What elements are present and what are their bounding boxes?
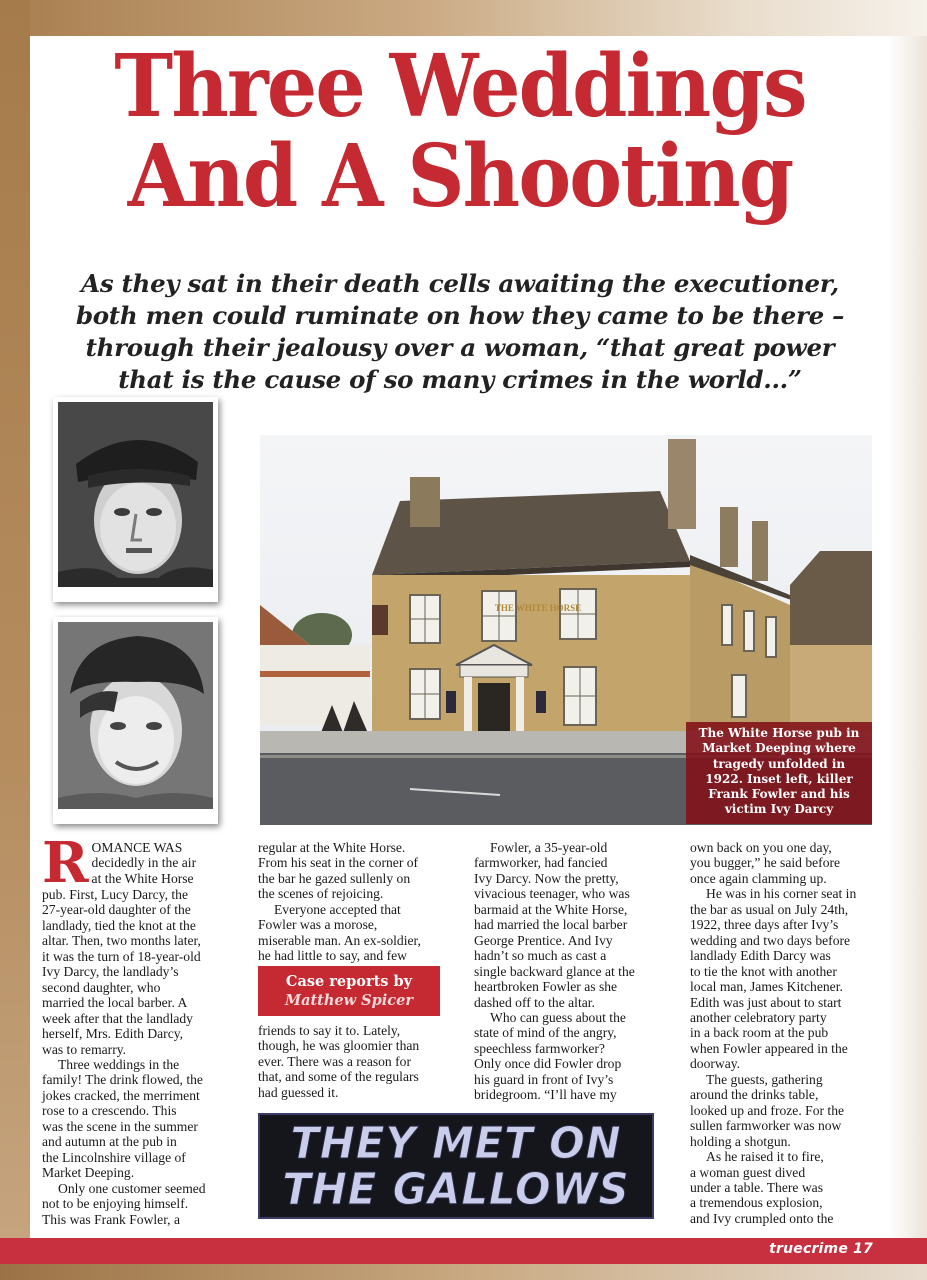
body-line: in a back room at the pub — [690, 1025, 829, 1041]
body-line: state of mind of the angry, — [474, 1025, 617, 1041]
body-line: was to remarry. — [42, 1041, 127, 1057]
body-line: another celebratory party — [690, 1009, 827, 1025]
body-line: a tremendous explosion, — [690, 1195, 823, 1211]
body-line: own back on you one day, — [690, 840, 832, 855]
body-line: heartbroken Fowler as she — [474, 979, 618, 995]
body-line: once again clamming up. — [690, 870, 827, 886]
article-headline — [74, 36, 847, 227]
body-line: when Fowler appeared in the — [690, 1040, 848, 1056]
page-frame-left — [0, 0, 30, 1238]
caption-line: victim Ivy Darcy — [724, 802, 834, 817]
body-line: under a table. There was — [690, 1179, 823, 1195]
body-line: was the scene in the summer — [42, 1118, 198, 1134]
banner-line: THE GALLOWS — [282, 1164, 630, 1215]
caption-line: tragedy unfolded in — [712, 756, 846, 771]
body-line: Fowler was a morose, — [258, 917, 378, 933]
body-line: the bar he gazed sullenly on — [258, 870, 411, 886]
body-line: and autumn at the pub in — [42, 1134, 177, 1150]
body-line: Who can guess about the — [490, 1009, 626, 1025]
body-line: the Lincolnshire village of — [42, 1149, 186, 1165]
body-line: at the White Horse — [91, 870, 194, 886]
standfirst-line: through their jealousy over a woman, “that great power — [85, 333, 835, 362]
body-line: From his seat in the corner of — [258, 855, 419, 871]
body-line: dashed off to the altar. — [474, 994, 595, 1010]
pub-sign-line: THE WHITE HORSE — [494, 603, 582, 613]
body-line: farmworker, had fancied — [474, 855, 608, 871]
body-line: The guests, gathering — [706, 1071, 823, 1087]
standfirst-line: that is the cause of so many crimes in the world...” — [118, 365, 802, 394]
body-line: it was the turn of 18-year-old — [42, 948, 201, 964]
body-line: Three weddings in the — [58, 1056, 180, 1072]
body-line: decidedly in the air — [91, 855, 197, 871]
body-line: the scenes of rejoicing. — [258, 886, 384, 902]
body-line: that, and some of the regulars — [258, 1069, 419, 1085]
page-frame-top — [0, 0, 927, 36]
byline-label: Case reports by — [285, 973, 413, 990]
body-line: Fowler, a 35-year-old — [490, 840, 608, 855]
body-line: you bugger,” he said before — [690, 855, 841, 871]
caption-line: 1922. Inset left, killer — [705, 771, 853, 786]
body-line: ever. There was a reason for — [258, 1053, 411, 1069]
article-column-1 — [42, 830, 254, 1227]
body-line: landlady, tied the knot at the — [42, 917, 196, 933]
standfirst-line: both men could ruminate on how they came to be there – — [75, 301, 845, 330]
article-standfirst — [42, 268, 878, 396]
byline-box — [258, 966, 440, 1016]
body-line: around the drinks table, — [690, 1087, 819, 1103]
body-line: He was in his corner seat in — [706, 886, 857, 902]
body-line: sullen farmworker was now — [690, 1118, 842, 1134]
body-line: bridegroom. “I’ll have my — [474, 1087, 617, 1103]
body-line: vivacious teenager, who was — [474, 886, 630, 902]
body-line: holding a shotgun. — [690, 1133, 791, 1149]
body-line: the bar as usual on July 24th, — [690, 901, 849, 917]
body-line: and Ivy crumpled onto the — [690, 1210, 834, 1226]
body-line: Ivy Darcy, the landlady’s — [42, 964, 179, 980]
banner-line: THEY MET ON — [290, 1118, 622, 1169]
footer-brand-page-number: truecrime 17 — [769, 1241, 873, 1257]
body-line: single backward glance at the — [474, 963, 635, 979]
body-line: Only one customer seemed — [58, 1180, 206, 1196]
gallows-banner — [258, 1113, 654, 1219]
caption-line: Market Deeping where — [702, 741, 856, 756]
body-line: a woman guest dived — [690, 1164, 806, 1180]
body-line: Everyone accepted that — [274, 901, 401, 917]
body-line: his guard in front of Ivy’s — [474, 1071, 614, 1087]
body-line: had guessed it. — [258, 1084, 339, 1100]
body-line: Edith was just about to start — [690, 994, 842, 1010]
body-line: doorway. — [690, 1056, 741, 1072]
body-line: rose to a crescendo. This — [42, 1103, 177, 1119]
body-line: herself, Mrs. Edith Darcy, — [42, 1026, 184, 1042]
standfirst-line: As they sat in their death cells awaiting the executioner, — [81, 269, 839, 298]
body-line: wedding and two days before — [690, 932, 851, 948]
pub-sign-text — [495, 603, 581, 613]
body-line: hadn’t so much as cast a — [474, 948, 607, 964]
portrait-ivy-darcy — [53, 617, 218, 824]
portrait-man-image — [58, 402, 213, 587]
body-line: he had little to say, and few — [258, 948, 407, 964]
page-frame-bottom — [0, 1264, 927, 1280]
body-line: barmaid at the White Horse, — [474, 901, 628, 917]
article-column-2-top — [258, 840, 470, 964]
article-column-2-bottom — [258, 1023, 470, 1100]
byline-author: Matthew Spicer — [285, 992, 413, 1009]
body-line: looked up and froze. For the — [690, 1102, 845, 1118]
body-line: speechless farmworker? — [474, 1040, 605, 1056]
body-line: local man, James Kitchener. — [690, 979, 843, 995]
body-line: to tie the knot with another — [690, 963, 837, 979]
caption-line: Frank Fowler and his — [708, 787, 850, 802]
body-line: second daughter, who — [42, 979, 161, 995]
body-line: regular at the White Horse. — [258, 840, 406, 855]
body-line: pub. First, Lucy Darcy, the — [42, 887, 188, 902]
body-line: friends to say it to. Lately, — [258, 1023, 401, 1038]
portrait-woman-image — [58, 622, 213, 809]
body-line: week after that the landlady — [42, 1010, 193, 1026]
body-line: Ivy Darcy. Now the pretty, — [474, 870, 619, 886]
page-footer — [0, 1238, 927, 1264]
headline-line: Three Weddings — [114, 36, 806, 137]
body-line: married the local barber. A — [42, 995, 188, 1011]
photo-caption — [686, 722, 872, 824]
portrait-frank-fowler — [53, 397, 218, 602]
body-line: landlady Edith Darcy was — [690, 948, 831, 964]
body-line: jokes cracked, the merriment — [42, 1087, 200, 1103]
article-column-4 — [690, 840, 902, 1226]
body-line: though, he was gloomier than — [258, 1038, 420, 1054]
body-line: family! The drink flowed, the — [42, 1072, 203, 1088]
body-line: altar. Then, two months later, — [42, 933, 201, 949]
body-line: had married the local barber — [474, 917, 628, 933]
body-line: This was Frank Fowler, a — [42, 1211, 181, 1227]
body-line: George Prentice. And Ivy — [474, 932, 613, 948]
headline-line: And A Shooting — [127, 126, 793, 227]
body-line: not to be enjoying himself. — [42, 1196, 189, 1212]
body-line: 1922, three days after Ivy’s — [690, 917, 839, 933]
article-column-3 — [474, 840, 686, 1103]
body-line: 27-year-old daughter of the — [42, 902, 191, 918]
body-line: Only once did Fowler drop — [474, 1056, 622, 1072]
drop-cap: R — [42, 830, 89, 896]
body-line: miserable man. An ex-soldier, — [258, 932, 421, 948]
body-line: Market Deeping. — [42, 1165, 135, 1181]
body-line: OMANCE WAS — [91, 840, 183, 855]
body-line: As he raised it to fire, — [706, 1149, 824, 1165]
caption-line: The White Horse pub in — [698, 726, 860, 740]
